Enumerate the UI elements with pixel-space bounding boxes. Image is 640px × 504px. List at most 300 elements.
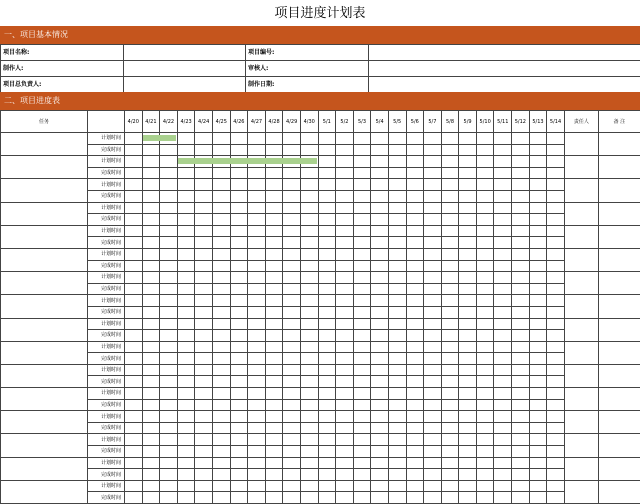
date-cell[interactable] xyxy=(406,364,424,376)
date-cell[interactable] xyxy=(300,295,318,307)
date-cell[interactable] xyxy=(406,330,424,342)
date-cell[interactable] xyxy=(547,422,565,434)
date-cell[interactable] xyxy=(459,330,477,342)
date-cell[interactable] xyxy=(406,295,424,307)
date-cell[interactable] xyxy=(353,283,371,295)
date-cell[interactable] xyxy=(300,214,318,226)
date-cell[interactable] xyxy=(248,341,266,353)
date-cell[interactable] xyxy=(529,469,547,481)
task-name-cell[interactable] xyxy=(1,341,88,364)
date-cell[interactable] xyxy=(283,446,301,458)
date-cell[interactable] xyxy=(406,179,424,191)
date-cell[interactable] xyxy=(353,225,371,237)
date-cell[interactable] xyxy=(547,434,565,446)
date-cell[interactable] xyxy=(177,469,195,481)
date-cell[interactable] xyxy=(547,364,565,376)
date-cell[interactable] xyxy=(494,446,512,458)
date-cell[interactable] xyxy=(177,214,195,226)
date-cell[interactable] xyxy=(283,376,301,388)
date-cell[interactable] xyxy=(371,399,389,411)
date-cell[interactable] xyxy=(230,283,248,295)
owner-cell[interactable] xyxy=(564,318,598,341)
date-cell[interactable] xyxy=(125,156,143,168)
date-cell[interactable] xyxy=(424,376,442,388)
date-cell[interactable] xyxy=(265,376,283,388)
date-cell[interactable] xyxy=(547,167,565,179)
date-cell[interactable] xyxy=(388,272,406,284)
task-name-cell[interactable] xyxy=(1,133,88,156)
date-cell[interactable] xyxy=(494,330,512,342)
date-cell[interactable] xyxy=(371,480,389,492)
date-cell[interactable] xyxy=(494,179,512,191)
date-cell[interactable] xyxy=(547,492,565,504)
date-cell[interactable] xyxy=(459,434,477,446)
date-cell[interactable] xyxy=(212,399,230,411)
date-cell[interactable] xyxy=(406,422,424,434)
date-cell[interactable] xyxy=(476,260,494,272)
date-cell[interactable] xyxy=(441,272,459,284)
date-cell[interactable] xyxy=(265,167,283,179)
date-cell[interactable] xyxy=(265,214,283,226)
date-cell[interactable] xyxy=(494,388,512,400)
date-cell[interactable] xyxy=(300,179,318,191)
date-cell[interactable] xyxy=(441,179,459,191)
date-cell[interactable] xyxy=(441,190,459,202)
date-cell[interactable] xyxy=(212,376,230,388)
date-cell[interactable] xyxy=(353,469,371,481)
date-cell[interactable] xyxy=(441,446,459,458)
date-cell[interactable] xyxy=(160,179,178,191)
date-cell[interactable] xyxy=(283,202,301,214)
date-cell[interactable] xyxy=(142,318,160,330)
date-cell[interactable] xyxy=(441,133,459,145)
date-cell[interactable] xyxy=(494,167,512,179)
date-cell[interactable] xyxy=(160,167,178,179)
date-cell[interactable] xyxy=(529,399,547,411)
date-cell[interactable] xyxy=(406,318,424,330)
date-cell[interactable] xyxy=(424,214,442,226)
date-cell[interactable] xyxy=(248,214,266,226)
date-cell[interactable] xyxy=(459,341,477,353)
date-cell[interactable] xyxy=(424,167,442,179)
date-cell[interactable] xyxy=(212,353,230,365)
date-cell[interactable] xyxy=(476,388,494,400)
date-cell[interactable] xyxy=(142,144,160,156)
date-cell[interactable] xyxy=(283,144,301,156)
date-cell[interactable] xyxy=(195,214,213,226)
date-cell[interactable] xyxy=(248,411,266,423)
date-cell[interactable] xyxy=(371,364,389,376)
date-cell[interactable] xyxy=(248,480,266,492)
date-cell[interactable] xyxy=(283,225,301,237)
date-cell[interactable] xyxy=(459,283,477,295)
date-cell[interactable] xyxy=(406,388,424,400)
date-cell[interactable] xyxy=(406,237,424,249)
date-cell[interactable] xyxy=(318,133,336,145)
date-cell[interactable] xyxy=(160,341,178,353)
date-cell[interactable] xyxy=(459,225,477,237)
date-cell[interactable] xyxy=(494,318,512,330)
date-cell[interactable] xyxy=(230,295,248,307)
date-cell[interactable] xyxy=(512,376,530,388)
date-cell[interactable] xyxy=(160,144,178,156)
note-cell[interactable] xyxy=(598,202,640,225)
date-cell[interactable] xyxy=(441,167,459,179)
date-cell[interactable] xyxy=(388,353,406,365)
date-cell[interactable] xyxy=(125,295,143,307)
date-cell[interactable] xyxy=(160,248,178,260)
date-cell[interactable] xyxy=(265,225,283,237)
date-cell[interactable] xyxy=(441,353,459,365)
date-cell[interactable] xyxy=(371,376,389,388)
date-cell[interactable] xyxy=(371,179,389,191)
date-cell[interactable] xyxy=(529,422,547,434)
date-cell[interactable] xyxy=(318,144,336,156)
date-cell[interactable] xyxy=(212,411,230,423)
date-cell[interactable] xyxy=(547,469,565,481)
date-cell[interactable] xyxy=(318,283,336,295)
date-cell[interactable] xyxy=(424,492,442,504)
date-cell[interactable] xyxy=(353,330,371,342)
date-cell[interactable] xyxy=(265,422,283,434)
date-cell[interactable] xyxy=(125,469,143,481)
date-cell[interactable] xyxy=(353,399,371,411)
date-cell[interactable] xyxy=(353,214,371,226)
date-cell[interactable] xyxy=(177,144,195,156)
date-cell[interactable] xyxy=(195,353,213,365)
date-cell[interactable] xyxy=(336,399,354,411)
date-cell[interactable] xyxy=(529,330,547,342)
date-cell[interactable] xyxy=(441,492,459,504)
date-cell[interactable] xyxy=(388,318,406,330)
date-cell[interactable] xyxy=(300,422,318,434)
date-cell[interactable] xyxy=(529,214,547,226)
date-cell[interactable] xyxy=(125,341,143,353)
date-cell[interactable] xyxy=(529,133,547,145)
date-cell[interactable] xyxy=(125,457,143,469)
date-cell[interactable] xyxy=(283,457,301,469)
date-cell[interactable] xyxy=(177,434,195,446)
date-cell[interactable] xyxy=(388,190,406,202)
date-cell[interactable] xyxy=(494,272,512,284)
date-cell[interactable] xyxy=(388,364,406,376)
date-cell[interactable] xyxy=(424,248,442,260)
date-cell[interactable] xyxy=(283,422,301,434)
date-cell[interactable] xyxy=(265,133,283,145)
date-cell[interactable] xyxy=(248,179,266,191)
date-cell[interactable] xyxy=(441,376,459,388)
date-cell[interactable] xyxy=(125,388,143,400)
date-cell[interactable] xyxy=(494,411,512,423)
date-cell[interactable] xyxy=(512,248,530,260)
date-cell[interactable] xyxy=(318,272,336,284)
date-cell[interactable] xyxy=(388,341,406,353)
date-cell[interactable] xyxy=(459,457,477,469)
date-cell[interactable] xyxy=(160,422,178,434)
date-cell[interactable] xyxy=(529,283,547,295)
date-cell[interactable] xyxy=(336,318,354,330)
date-cell[interactable] xyxy=(160,434,178,446)
date-cell[interactable] xyxy=(300,341,318,353)
date-cell[interactable] xyxy=(336,364,354,376)
date-cell[interactable] xyxy=(476,492,494,504)
date-cell[interactable] xyxy=(142,225,160,237)
date-cell[interactable] xyxy=(476,133,494,145)
date-cell[interactable] xyxy=(424,179,442,191)
date-cell[interactable] xyxy=(318,167,336,179)
date-cell[interactable] xyxy=(195,422,213,434)
date-cell[interactable] xyxy=(388,469,406,481)
date-cell[interactable] xyxy=(265,272,283,284)
date-cell[interactable] xyxy=(336,295,354,307)
date-cell[interactable] xyxy=(265,295,283,307)
date-cell[interactable] xyxy=(476,434,494,446)
date-cell[interactable] xyxy=(230,318,248,330)
date-cell[interactable] xyxy=(547,260,565,272)
date-cell[interactable] xyxy=(230,179,248,191)
date-cell[interactable] xyxy=(459,411,477,423)
date-cell[interactable] xyxy=(441,283,459,295)
date-cell[interactable] xyxy=(529,388,547,400)
date-cell[interactable] xyxy=(547,272,565,284)
task-name-cell[interactable] xyxy=(1,434,88,457)
date-cell[interactable] xyxy=(353,202,371,214)
date-cell[interactable] xyxy=(529,237,547,249)
date-cell[interactable] xyxy=(125,434,143,446)
date-cell[interactable] xyxy=(388,214,406,226)
date-cell[interactable] xyxy=(336,179,354,191)
date-cell[interactable] xyxy=(283,399,301,411)
date-cell[interactable] xyxy=(212,214,230,226)
date-cell[interactable] xyxy=(476,214,494,226)
note-cell[interactable] xyxy=(598,341,640,364)
date-cell[interactable] xyxy=(424,457,442,469)
date-cell[interactable] xyxy=(230,225,248,237)
date-cell[interactable] xyxy=(512,446,530,458)
date-cell[interactable] xyxy=(318,237,336,249)
date-cell[interactable] xyxy=(177,225,195,237)
date-cell[interactable] xyxy=(300,376,318,388)
date-cell[interactable] xyxy=(265,202,283,214)
date-cell[interactable] xyxy=(424,422,442,434)
date-cell[interactable] xyxy=(125,306,143,318)
date-cell[interactable] xyxy=(160,225,178,237)
date-cell[interactable] xyxy=(318,376,336,388)
date-cell[interactable] xyxy=(125,248,143,260)
reviewer-value[interactable] xyxy=(369,61,640,77)
date-cell[interactable] xyxy=(283,133,301,145)
date-cell[interactable] xyxy=(336,237,354,249)
date-cell[interactable] xyxy=(336,388,354,400)
date-cell[interactable] xyxy=(406,202,424,214)
date-cell[interactable] xyxy=(512,156,530,168)
date-cell[interactable] xyxy=(441,411,459,423)
owner-cell[interactable] xyxy=(564,341,598,364)
date-cell[interactable] xyxy=(424,144,442,156)
date-cell[interactable] xyxy=(388,167,406,179)
date-cell[interactable] xyxy=(195,492,213,504)
date-cell[interactable] xyxy=(160,306,178,318)
date-cell[interactable] xyxy=(195,190,213,202)
date-cell[interactable] xyxy=(494,248,512,260)
date-cell[interactable] xyxy=(388,237,406,249)
date-cell[interactable] xyxy=(125,376,143,388)
date-cell[interactable] xyxy=(371,260,389,272)
date-cell[interactable] xyxy=(160,330,178,342)
date-cell[interactable] xyxy=(212,144,230,156)
date-cell[interactable] xyxy=(177,330,195,342)
date-cell[interactable] xyxy=(300,399,318,411)
date-cell[interactable] xyxy=(212,272,230,284)
date-cell[interactable] xyxy=(459,260,477,272)
project-name-value[interactable] xyxy=(124,45,246,61)
date-cell[interactable] xyxy=(529,272,547,284)
date-cell[interactable] xyxy=(547,156,565,168)
note-cell[interactable] xyxy=(598,318,640,341)
date-cell[interactable] xyxy=(406,260,424,272)
date-cell[interactable] xyxy=(459,446,477,458)
date-cell[interactable] xyxy=(160,411,178,423)
note-cell[interactable] xyxy=(598,156,640,179)
date-cell[interactable] xyxy=(529,341,547,353)
date-cell[interactable] xyxy=(459,214,477,226)
date-cell[interactable] xyxy=(494,237,512,249)
date-cell[interactable] xyxy=(512,469,530,481)
date-cell[interactable] xyxy=(160,457,178,469)
task-name-cell[interactable] xyxy=(1,272,88,295)
date-cell[interactable] xyxy=(177,388,195,400)
date-cell[interactable] xyxy=(283,341,301,353)
date-cell[interactable] xyxy=(388,457,406,469)
date-cell[interactable] xyxy=(300,434,318,446)
date-cell[interactable] xyxy=(406,272,424,284)
date-cell[interactable] xyxy=(160,492,178,504)
date-cell[interactable] xyxy=(283,353,301,365)
date-cell[interactable] xyxy=(230,341,248,353)
date-cell[interactable] xyxy=(494,156,512,168)
date-cell[interactable] xyxy=(230,248,248,260)
date-cell[interactable] xyxy=(160,318,178,330)
date-cell[interactable] xyxy=(160,388,178,400)
date-cell[interactable] xyxy=(300,492,318,504)
date-cell[interactable] xyxy=(248,260,266,272)
task-name-cell[interactable] xyxy=(1,225,88,248)
date-cell[interactable] xyxy=(371,411,389,423)
date-cell[interactable] xyxy=(125,446,143,458)
date-cell[interactable] xyxy=(212,306,230,318)
date-cell[interactable] xyxy=(230,364,248,376)
date-cell[interactable] xyxy=(248,202,266,214)
project-number-value[interactable] xyxy=(369,45,640,61)
date-cell[interactable] xyxy=(142,469,160,481)
owner-cell[interactable] xyxy=(564,388,598,411)
date-cell[interactable] xyxy=(177,422,195,434)
owner-cell[interactable] xyxy=(564,179,598,202)
date-cell[interactable] xyxy=(371,272,389,284)
date-cell[interactable] xyxy=(371,167,389,179)
owner-cell[interactable] xyxy=(564,156,598,179)
date-cell[interactable] xyxy=(195,388,213,400)
date-cell[interactable] xyxy=(125,399,143,411)
date-cell[interactable] xyxy=(195,144,213,156)
date-cell[interactable] xyxy=(476,237,494,249)
date-cell[interactable] xyxy=(230,306,248,318)
date-cell[interactable] xyxy=(459,318,477,330)
date-cell[interactable] xyxy=(336,272,354,284)
date-cell[interactable] xyxy=(406,411,424,423)
date-cell[interactable] xyxy=(336,248,354,260)
date-cell[interactable] xyxy=(318,190,336,202)
date-cell[interactable] xyxy=(265,283,283,295)
date-cell[interactable] xyxy=(177,353,195,365)
date-cell[interactable] xyxy=(371,133,389,145)
date-cell[interactable] xyxy=(424,156,442,168)
date-cell[interactable] xyxy=(529,480,547,492)
date-cell[interactable] xyxy=(547,457,565,469)
date-cell[interactable] xyxy=(476,144,494,156)
date-cell[interactable] xyxy=(388,133,406,145)
date-cell[interactable] xyxy=(406,214,424,226)
date-cell[interactable] xyxy=(353,179,371,191)
date-cell[interactable] xyxy=(160,237,178,249)
date-cell[interactable] xyxy=(476,318,494,330)
date-cell[interactable] xyxy=(195,318,213,330)
date-cell[interactable] xyxy=(283,318,301,330)
date-cell[interactable] xyxy=(318,156,336,168)
date-cell[interactable] xyxy=(459,179,477,191)
date-cell[interactable] xyxy=(353,295,371,307)
date-cell[interactable] xyxy=(406,283,424,295)
date-cell[interactable] xyxy=(195,248,213,260)
date-cell[interactable] xyxy=(230,457,248,469)
date-cell[interactable] xyxy=(459,399,477,411)
date-cell[interactable] xyxy=(529,202,547,214)
date-cell[interactable] xyxy=(177,492,195,504)
date-cell[interactable] xyxy=(283,364,301,376)
note-cell[interactable] xyxy=(598,364,640,387)
date-cell[interactable] xyxy=(265,306,283,318)
date-cell[interactable] xyxy=(547,248,565,260)
date-cell[interactable] xyxy=(424,225,442,237)
date-cell[interactable] xyxy=(318,353,336,365)
date-cell[interactable] xyxy=(353,422,371,434)
date-cell[interactable] xyxy=(371,469,389,481)
date-cell[interactable] xyxy=(212,179,230,191)
date-cell[interactable] xyxy=(529,457,547,469)
date-cell[interactable] xyxy=(512,399,530,411)
date-cell[interactable] xyxy=(212,422,230,434)
date-cell[interactable] xyxy=(248,237,266,249)
date-cell[interactable] xyxy=(388,446,406,458)
date-cell[interactable] xyxy=(300,190,318,202)
date-cell[interactable] xyxy=(459,306,477,318)
date-cell[interactable] xyxy=(125,179,143,191)
date-cell[interactable] xyxy=(177,190,195,202)
date-cell[interactable] xyxy=(424,446,442,458)
task-name-cell[interactable] xyxy=(1,156,88,179)
date-cell[interactable] xyxy=(336,469,354,481)
task-name-cell[interactable] xyxy=(1,457,88,480)
date-cell[interactable] xyxy=(476,167,494,179)
date-cell[interactable] xyxy=(512,202,530,214)
date-cell[interactable] xyxy=(353,167,371,179)
date-cell[interactable] xyxy=(494,341,512,353)
date-cell[interactable] xyxy=(160,283,178,295)
owner-cell[interactable] xyxy=(564,248,598,271)
date-cell[interactable] xyxy=(160,202,178,214)
date-cell[interactable] xyxy=(212,283,230,295)
date-cell[interactable] xyxy=(388,283,406,295)
